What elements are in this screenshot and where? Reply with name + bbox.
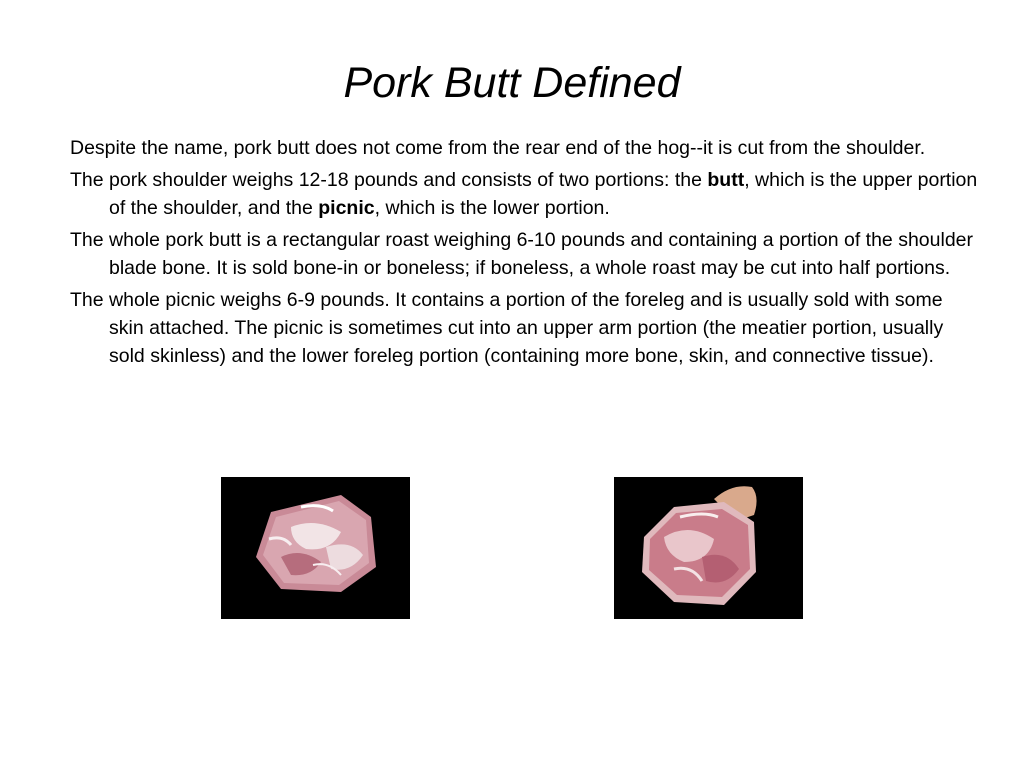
paragraph-text: The whole pork butt is a rectangular roast weighing 6-10 pounds and containing a portion of the shoulder blade bone. It is sold bone-in or boneless; if boneless, a whole roast may be cut into half portions. — [70, 229, 973, 279]
paragraph-text: , which is the upper portion of the shoulder, and the — [109, 169, 978, 219]
paragraph-text: , which is the lower portion. — [374, 197, 610, 219]
body-text — [70, 134, 980, 374]
paragraph-text: The whole picnic weighs 6-9 pounds. It contains a portion of the foreleg and is usually sold with some skin attached. The picnic is sometimes cut into an upper arm portion (the meatier portion, usually sold skinless) and the lower foreleg portion (containing more bone, skin, and connective tissue). — [70, 289, 944, 367]
slide-title: Pork Butt Defined — [343, 59, 681, 107]
paragraph-text: Despite the name, pork butt does not come from the rear end of the hog--it is cut from the shoulder. — [70, 137, 926, 159]
term-picnic: picnic — [318, 197, 375, 219]
paragraph-text: The pork shoulder weighs 12-18 pounds and consists of two portions: the — [70, 169, 708, 191]
paragraph — [70, 134, 980, 162]
term-butt: butt — [707, 169, 745, 191]
paragraph — [70, 226, 980, 282]
pork-butt-image — [221, 477, 410, 619]
pork-butt-photo — [221, 477, 410, 619]
pork-picnic-photo — [614, 477, 803, 619]
pork-picnic-image — [614, 477, 803, 619]
paragraph — [70, 286, 980, 370]
paragraph — [70, 166, 980, 222]
